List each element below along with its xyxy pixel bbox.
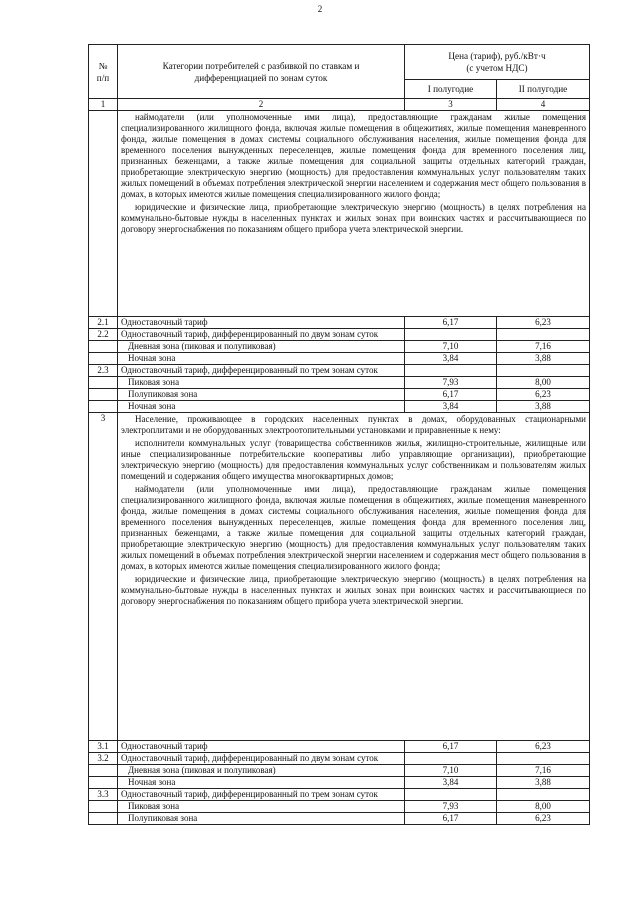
row-price-h1 bbox=[405, 329, 497, 341]
row-price-h1: 7,10 bbox=[405, 765, 497, 777]
tariff-row bbox=[89, 365, 590, 377]
row-number bbox=[89, 389, 118, 401]
row-label: Ночная зона bbox=[118, 353, 405, 365]
row-number bbox=[89, 353, 118, 365]
row-number: 3.3 bbox=[89, 789, 118, 801]
row-price-h1: 7,93 bbox=[405, 801, 497, 813]
row-label: Пиковая зона bbox=[118, 377, 405, 389]
block3-description bbox=[118, 413, 590, 741]
block3-para: юридические и физические лица, приобретающие электрическую энергию (мощность) в целях потребления на коммунально-бытовые нужды в населенных пунктах и жилых зонах при воинских частях и рассчитывающиеся по договору энергоснабжения по показаниям общего прибора учета электрической энергии. bbox=[121, 574, 586, 606]
header-half-2: II полугодие bbox=[497, 80, 590, 99]
block2-description-row bbox=[89, 111, 590, 317]
block2-rows bbox=[89, 317, 590, 413]
row-price-h2: 6,23 bbox=[497, 389, 590, 401]
row-price-h2: 6,23 bbox=[497, 741, 590, 753]
page-number: 2 bbox=[317, 4, 323, 14]
row-price-h2: 6,23 bbox=[497, 317, 590, 329]
row-price-h1: 7,93 bbox=[405, 377, 497, 389]
row-price-h2 bbox=[497, 753, 590, 765]
row-price-h1: 6,17 bbox=[405, 317, 497, 329]
row-number: 3.2 bbox=[89, 753, 118, 765]
block3-para: наймодатели (или уполномоченные ими лица), предоставляющие гражданам жилые помещения специализированного жилищного фонда, включая жилые помещения в общежитиях, жилые помещения маневренного фонда, жилые помещения в домах системы социального обслуживания населения, жилые помещения фонда для временного поселения вынужденных переселенцев, жилые помещения фонда для временного поселения лиц, признанных беженцами, а также жилые помещения для социальной защиты отдельных категорий граждан, приобретающие электрическую энергию (мощность) для предоставления коммунальных услуг пользователям таких жилых помещений в объемах потребления электрической энергии населением и содержания мест общего пользования в домах, в которых имеются жилые помещения специализированного жилого фонда; bbox=[121, 484, 586, 571]
row-label: Одноставочный тариф, дифференцированный по трем зонам суток bbox=[118, 789, 405, 801]
row-label: Полупиковая зона bbox=[118, 813, 405, 825]
tariff-row bbox=[89, 753, 590, 765]
header-num: № п/п bbox=[89, 45, 118, 99]
row-price-h1 bbox=[405, 753, 497, 765]
row-price-h1: 3,84 bbox=[405, 401, 497, 413]
row-label: Одноставочный тариф bbox=[118, 741, 405, 753]
tariff-row bbox=[89, 329, 590, 341]
column-numbers-row bbox=[89, 99, 590, 111]
row-price-h1: 3,84 bbox=[405, 777, 497, 789]
row-label: Одноставочный тариф bbox=[118, 317, 405, 329]
header-category: Категории потребителей с разбивкой по ставкам и дифференциацией по зонам суток bbox=[118, 45, 405, 99]
row-label: Дневная зона (пиковая и полупиковая) bbox=[118, 765, 405, 777]
row-number bbox=[89, 801, 118, 813]
tariff-row bbox=[89, 741, 590, 753]
row-price-h2: 6,23 bbox=[497, 813, 590, 825]
row-price-h2: 7,16 bbox=[497, 341, 590, 353]
row-price-h2: 3,88 bbox=[497, 353, 590, 365]
tariff-row bbox=[89, 801, 590, 813]
row-number bbox=[89, 765, 118, 777]
col-num-3: 3 bbox=[405, 99, 497, 111]
row-number bbox=[89, 401, 118, 413]
tariff-row bbox=[89, 765, 590, 777]
col-num-2: 2 bbox=[118, 99, 405, 111]
row-label: Одноставочный тариф, дифференцированный по двум зонам суток bbox=[118, 753, 405, 765]
row-price-h2 bbox=[497, 789, 590, 801]
row-price-h2 bbox=[497, 329, 590, 341]
header-price: Цена (тариф), руб./кВт·ч (с учетом НДС) bbox=[405, 45, 590, 80]
col-num-4: 4 bbox=[497, 99, 590, 111]
row-label: Дневная зона (пиковая и полупиковая) bbox=[118, 341, 405, 353]
row-label: Полупиковая зона bbox=[118, 389, 405, 401]
row-price-h1: 6,17 bbox=[405, 741, 497, 753]
header-row bbox=[89, 45, 590, 80]
block2-para: наймодатели (или уполномоченные ими лица), предоставляющие гражданам жилые помещения специализированного жилищного фонда, включая жилые помещения в общежитиях, жилые помещения маневренного фонда, жилые помещения в домах системы социального обслуживания населения, жилые помещения фонда для временного поселения вынужденных переселенцев, жилые помещения фонда для временного поселения лиц, признанных беженцами, а также жилые помещения для социальной защиты отдельных категорий граждан, приобретающие электрическую энергию (мощность) для предоставления коммунальных услуг пользователям таких жилых помещений в объемах потребления электрической энергии населением и содержания мест общего пользования в домах, в которых имеются жилые помещения специализированного жилого фонда; bbox=[121, 112, 586, 199]
row-price-h2: 8,00 bbox=[497, 801, 590, 813]
block2-para: юридические и физические лица, приобретающие электрическую энергию (мощность) в целях потребления на коммунально-бытовые нужды в населенных пунктах и жилых зонах при воинских частях и рассчитывающиеся по договору энергоснабжения по показаниям общего прибора учета электрической энергии. bbox=[121, 202, 586, 234]
row-price-h1 bbox=[405, 365, 497, 377]
row-number: 3.1 bbox=[89, 741, 118, 753]
block3-rows bbox=[89, 741, 590, 825]
row-price-h1 bbox=[405, 789, 497, 801]
tariff-row bbox=[89, 341, 590, 353]
header-half-1: I полугодие bbox=[405, 80, 497, 99]
row-price-h1: 6,17 bbox=[405, 389, 497, 401]
row-price-h2: 8,00 bbox=[497, 377, 590, 389]
block2-description bbox=[118, 111, 590, 317]
tariff-table bbox=[88, 44, 590, 825]
row-price-h1: 6,17 bbox=[405, 813, 497, 825]
tariff-row bbox=[89, 777, 590, 789]
tariff-row bbox=[89, 401, 590, 413]
col-num-1: 1 bbox=[89, 99, 118, 111]
row-number bbox=[89, 777, 118, 789]
tariff-row bbox=[89, 377, 590, 389]
row-label: Ночная зона bbox=[118, 401, 405, 413]
tariff-row bbox=[89, 789, 590, 801]
row-price-h1: 7,10 bbox=[405, 341, 497, 353]
row-number: 2.3 bbox=[89, 365, 118, 377]
row-price-h2: 3,88 bbox=[497, 401, 590, 413]
row-number bbox=[89, 377, 118, 389]
row-label: Ночная зона bbox=[118, 777, 405, 789]
block3-description-row bbox=[89, 413, 590, 741]
row-label: Одноставочный тариф, дифференцированный по трем зонам суток bbox=[118, 365, 405, 377]
row-number bbox=[89, 341, 118, 353]
row-price-h1: 3,84 bbox=[405, 353, 497, 365]
block3-para: исполнители коммунальных услуг (товарищества собственников жилья, жилищно-строительные, жилищные или иные специализированные потребительские кооперативы либо управляющие организации), приобретающие электрическую энергию (мощность) для предоставления коммунальных услуг собственникам и пользователям жилых помещений и содержания общего имущества многоквартирных домов; bbox=[121, 438, 586, 481]
row-price-h2: 3,88 bbox=[497, 777, 590, 789]
row-label: Пиковая зона bbox=[118, 801, 405, 813]
row-price-h2: 7,16 bbox=[497, 765, 590, 777]
tariff-row bbox=[89, 317, 590, 329]
tariff-row bbox=[89, 353, 590, 365]
tariff-row bbox=[89, 813, 590, 825]
block3-num: 3 bbox=[89, 413, 118, 741]
row-number: 2.2 bbox=[89, 329, 118, 341]
row-number: 2.1 bbox=[89, 317, 118, 329]
row-number bbox=[89, 813, 118, 825]
block3-para: Население, проживающее в городских населенных пунктах в домах, оборудованных стационарными электроплитами и не оборудованных электроотопительными установками и приравненные к нему: bbox=[121, 414, 586, 435]
row-price-h2 bbox=[497, 365, 590, 377]
row-label: Одноставочный тариф, дифференцированный по двум зонам суток bbox=[118, 329, 405, 341]
tariff-row bbox=[89, 389, 590, 401]
